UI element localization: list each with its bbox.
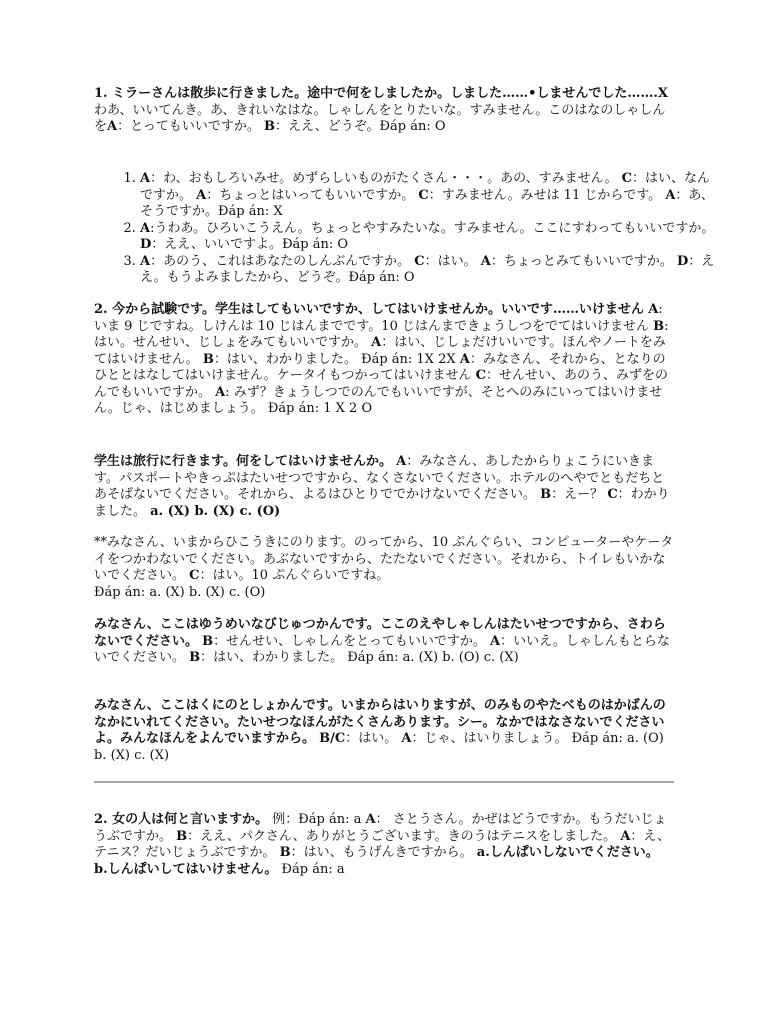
- exercise-6-question: みなさん、ここはくにのとしょかんです。いまからはいりますが、のみものやたべものはかばんのなかにいれてください。たいせつなほんがたくさんあります。シー。なかではなさないでくださいよ。みんなほんをよんでいますから。: [94, 698, 666, 746]
- speaker-label: C: [621, 171, 632, 186]
- dialogue-text: ：はい、わかりました。: [213, 351, 357, 367]
- dialogue-text: ：はい、なんですか。: [140, 171, 710, 203]
- dialogue-text: ：わかりました。: [94, 487, 670, 519]
- exercise-1-question: 1. ミラーさんは散歩に行きました。途中で何をしましたか。しました……•しませんでした…….X: [94, 86, 669, 101]
- speaker-label: C: [418, 187, 429, 203]
- exercise-1-paragraph: [94, 86, 676, 136]
- exercise-1-list: [94, 171, 722, 287]
- dialogue-text: ：とってもいいですか。: [117, 119, 260, 134]
- speaker-label: A: [196, 187, 207, 203]
- dialogue-text: ：じゃ、はいりましょう。: [411, 731, 568, 746]
- exercise-3-paragraph: [94, 454, 676, 520]
- answer-text: Đáp án: O: [379, 119, 446, 134]
- exercise-4-paragraph: [94, 535, 676, 601]
- dialogue-text: ：いいえ。しゃしんもとらないでください。: [94, 633, 670, 665]
- speaker-label: A: [665, 187, 676, 203]
- dialogue-text: : みず？きょうしつでのんでもいいですが、そとへのみにいってはいけません。じゃ、はじめましょう。: [94, 384, 663, 416]
- answer-text: a. (X) b. (X) c. (O): [150, 503, 281, 519]
- dialogue-text: ： さとうさん。かぜはどうですか。もうだいじょうぶですか。: [94, 812, 667, 844]
- speaker-label: A: [140, 253, 151, 269]
- dialogue-text: ：あ、そうですか。: [140, 187, 714, 219]
- list-item: [140, 254, 722, 287]
- speaker-label: B: [264, 119, 275, 134]
- speaker-label: A: [215, 384, 226, 400]
- dialogue-text: **みなさん、いまからひこうきにのります。のってから、10 ぷんぐらい、コンピューターやケータイをつかわないでください。あぶないですから、たたないでください。それから、トイレもいかないでください。: [94, 535, 674, 583]
- dialogue-text: ：はい。10 ぷんぐらいですね。: [199, 568, 390, 583]
- speaker-label: B: [279, 845, 291, 860]
- dialogue-text: ：はい。: [424, 253, 477, 269]
- list-item: [140, 221, 722, 254]
- answer-text: Đáp án: a. (O) b. (X) c. (X): [94, 731, 664, 763]
- answer-text: Đáp án: a. (X) b. (O) c. (X): [347, 650, 519, 665]
- dialogue-text: ：すみません。みせは 11 じからです。: [428, 187, 662, 203]
- speaker-label: B: [653, 318, 665, 334]
- speaker-label: A: [480, 253, 491, 269]
- example-label: 例：Đáp án: a: [272, 812, 362, 827]
- speaker-label: A: [490, 633, 501, 649]
- exercise-5-question: みなさん、ここはゆうめいなびじゅつかんです。ここのえやしゃしんはたいせつですから、さわらないでください。: [94, 617, 666, 649]
- dialogue-text: ：ちょっとはいってもいいですか。: [206, 187, 415, 203]
- exercise-2-question: 2. 今から試験です。学生はしてもいいですか、してはいけませんか。いいです……いけません: [94, 302, 645, 317]
- answer-text: Đáp án: a: [281, 861, 345, 877]
- answer-text: Đáp án: 1 X 2 O: [267, 401, 373, 416]
- speaker-label: A: [365, 812, 376, 827]
- speaker-label: A: [140, 220, 151, 236]
- speaker-label: B: [202, 351, 214, 367]
- exercise-1-text: わあ、いいてんき。あ、きれいなはな。しゃしんをとりたいな。すみません。このはなのしゃしんを: [94, 102, 666, 134]
- dialogue-text: ：はい、じしょだけいいです。ほんやノートをみてはいけません。: [94, 335, 666, 367]
- exercise-6-paragraph: [94, 698, 676, 764]
- speaker-label: B: [202, 633, 214, 649]
- dialogue-text: ：ちょっとみてもいいですか。: [490, 253, 673, 269]
- dialogue-text: ：はい、わかりました。: [200, 650, 344, 665]
- dialogue-text: ：みなさん、それから、となりのひととはなしてはいけません。ケータイもつかってはいけません: [94, 351, 666, 383]
- answer-options: a.しんぱいしないでください。 b.しんぱいしてはいけません。: [94, 845, 659, 877]
- dialogue-text: ：わ、おもしろいみせ。めずらしいものがたくさん・・・。あの、すみません。: [150, 171, 618, 186]
- speaker-label: A: [371, 335, 382, 350]
- dialogue-text: ：せんせい、あのう、みずをのんでもいいですか。: [94, 368, 669, 400]
- speaker-label: A: [459, 351, 470, 367]
- speaker-label: C: [414, 253, 425, 269]
- speaker-label: A: [396, 454, 407, 469]
- exercise-2-paragraph: [94, 302, 676, 418]
- dialogue-text: ：あのう、これはあなたのしんぶんですか。: [150, 253, 411, 269]
- answer-text: Đáp án: 1X 2X: [361, 351, 456, 367]
- answer-text: Đáp án: O: [282, 237, 349, 252]
- exercise-7-paragraph: [94, 812, 676, 878]
- answer-text: Đáp án: O: [348, 270, 415, 285]
- answer-text: Đáp án: X: [218, 204, 283, 219]
- exercise-5-paragraph: [94, 617, 676, 667]
- speaker-label: C: [607, 487, 618, 502]
- speaker-label: A: [648, 302, 659, 317]
- dialogue-text: : はい。せんせい、じしょをみてもいいですか。: [94, 318, 669, 350]
- dialogue-text: ：はい。: [345, 731, 398, 746]
- speaker-label: B/C: [319, 731, 346, 746]
- exercise-7-question: 2. 女の人は何と言いますか。: [94, 812, 269, 827]
- dialogue-text: :うわあ。ひろいこうえん。ちょっとやすみたいな。すみません。ここにすわってもいいですか。: [150, 220, 715, 236]
- speaker-label: B: [189, 650, 201, 665]
- dialogue-text: ：ええ。もうよみましたから、どうぞ。: [140, 253, 715, 285]
- dialogue-text: ：ええ、いいですよ。: [151, 237, 283, 252]
- speaker-label: C: [189, 568, 200, 583]
- dialogue-text: ：ええ、どうぞ。: [275, 119, 380, 134]
- dialogue-text: ：ええ、パクさん、ありがとうございます。きのうはテニスをしました。: [187, 828, 617, 844]
- speaker-label: A: [140, 171, 151, 186]
- dialogue-text: ：えー？: [551, 487, 604, 502]
- speaker-label: D: [140, 237, 152, 252]
- section-divider: [94, 781, 674, 783]
- list-item: [140, 171, 722, 221]
- dialogue-text: ：みなさん、あしたからりょこうにいきます。パスポートやきっぷはたいせつですから、なくさないでください。ホテルのへやでともだちとあそばないでください。それから、よるはひとりででかけないでください。: [94, 454, 665, 502]
- speaker-label: B: [176, 828, 188, 844]
- exercise-3-question: 学生は旅行に行きます。何をしてはいけませんか。: [94, 454, 392, 469]
- speaker-label: D: [677, 253, 689, 269]
- speaker-label: C: [475, 368, 487, 383]
- speaker-label: A: [401, 731, 412, 746]
- speaker-label: A: [107, 119, 118, 134]
- speaker-label: B: [540, 487, 552, 502]
- dialogue-text: ：え、テニス？だいじょうぶですか。: [94, 828, 671, 860]
- answer-text: Đáp án: a. (X) b. (X) c. (O): [94, 584, 266, 600]
- dialogue-text: ：せんせい、しゃしんをとってもいいですか。: [213, 633, 486, 649]
- dialogue-text: ：はい、もうげんきですから。: [290, 845, 473, 860]
- dialogue-text: : いま 9 じですね。しけんは 10 じはんまでです。10 じはんまできょうしつをでてはいけません: [94, 302, 663, 334]
- speaker-label: A: [620, 828, 631, 844]
